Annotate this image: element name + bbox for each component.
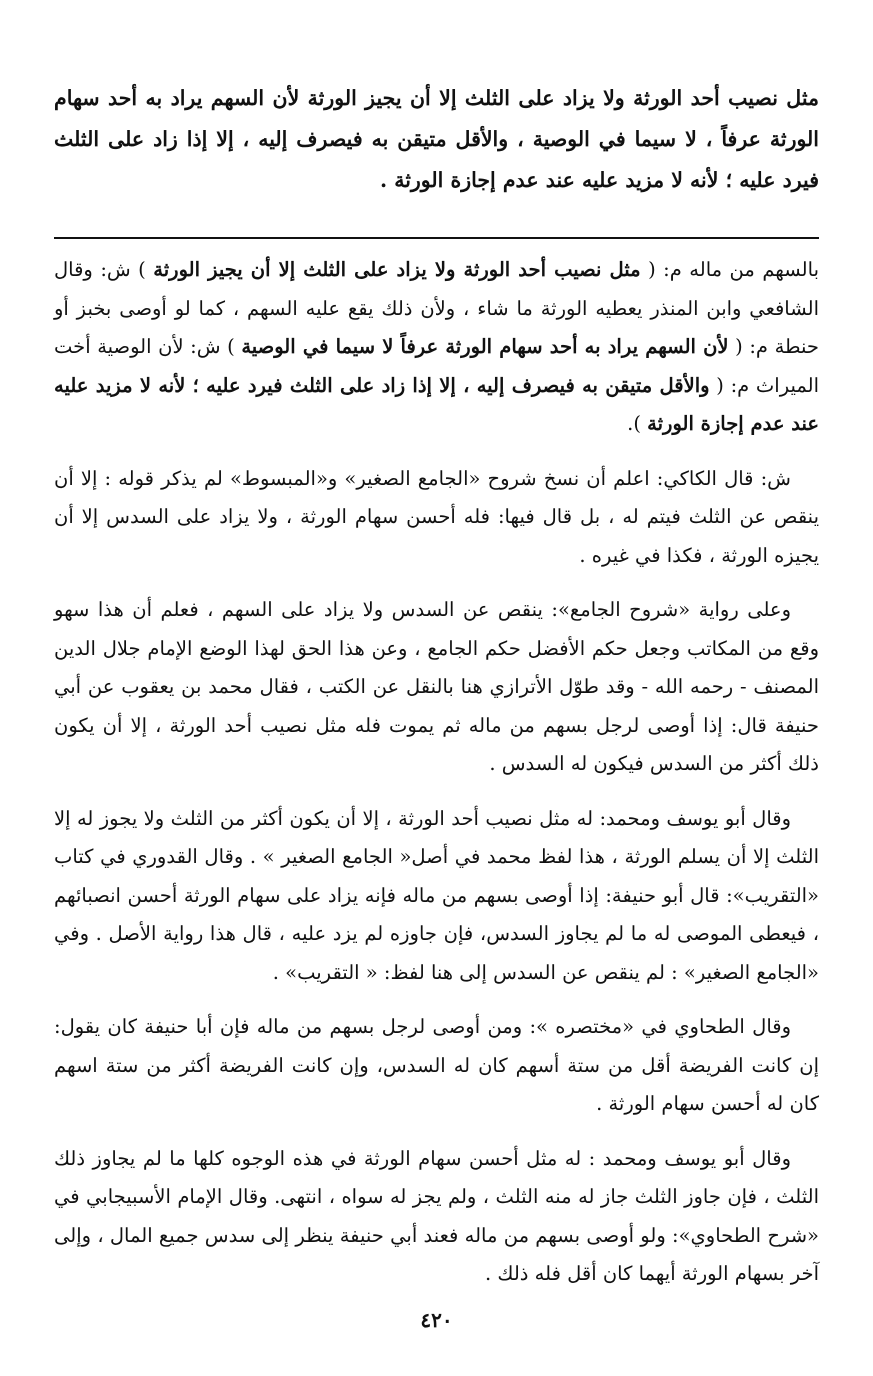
commentary <box>54 251 819 1294</box>
commentary-paragraph-2: ش: قال الكاكي: اعلم أن نسخ شروح «الجامع الصغير» و«المبسوط» لم يذكر قوله : إلا أن ينقص عن الثلث فيتم له ، بل قال فيها: فله أحسن سهام الورثة ، ولا يزاد على السدس إلا أن يجيزه الورثة ، فكذا في غيره . <box>54 466 819 567</box>
main-text: مثل نصيب أحد الورثة ولا يزاد على الثلث إلا أن يجيز الورثة لأن السهم يراد به أحد سهام الورثة عرفاً ، لا سيما في الوصية ، والأقل متيقن به فيصرف إليه ، إلا إذا زاد على الثلث فيرد عليه ؛ لأنه لا مزيد عليه عند عدم إجازة الورثة . <box>54 86 819 192</box>
commentary-paragraph-1 <box>54 251 819 444</box>
commentary-paragraph-4: وقال أبو يوسف ومحمد: له مثل نصيب أحد الورثة ، إلا أن يكون أكثر من الثلث ولا يجوز له إلا الثلث إلا أن يسلم الورثة ، هذا لفظ محمد في أصل« الجامع الصغير » . وقال القدوري في كتاب «التقريب»: قال أبو حنيفة: إذا أوصى بسهم من ماله فإنه يزاد على سهام الورثة أحسن انصبائهم ، فيعطى الموصى له ما لم يجاوز السدس، فإن جاوزه لم يزد عليه ، قال هذا رواية الأصل . وفي «الجامع الصغير» : لم ينقص عن السدس إلى هنا لفظ: « التقريب» . <box>54 806 819 984</box>
commentary-p1-quote-d: لأن السهم يراد به أحد سهام الورثة عرفاً لا سيما في الوصية <box>241 335 729 358</box>
page-number: ٤٢٠ <box>420 1308 453 1332</box>
commentary-p1-text-e: ) ش: لأن الوصية أخت الميراث م: ( <box>54 335 819 397</box>
commentary-paragraph-6: وقال أبو يوسف ومحمد : له مثل أحسن سهام الورثة في هذه الوجوه كلها ما لم يجاوز ذلك الثلث ، فإن جاوز الثلث جاز له منه الثلث ، ولم يجز له سواه ، انتهى. وقال الإمام الأسبيجابي في «شرح الطحاوي»: ولو أوصى بسهم من ماله فعند أبي حنيفة ينظر إلى سدس جميع المال ، وإلى آخر بسهام الورثة أيهما كان أقل فله ذلك . <box>54 1146 819 1285</box>
commentary-paragraph-3: وعلى رواية «شروح الجامع»: ينقص عن السدس ولا يزاد على السهم ، فعلم أن هذا سهو وقع من المكاتب وجعل حكم الأفضل حكم الجامع ، وعن هذا الحق لهذا الوضع الإمام جلال الدين المصنف - رحمه الله - وقد طوّل الأترازي هنا بالنقل عن الكتب ، فقال محمد بن يعقوب عن أبي حنيفة قال: إذا أوصى لرجل بسهم من ماله ثم يموت فله مثل نصيب أحد الورثة ، إلا أن يكون ذلك أكثر من السدس فيكون له السدس . <box>54 598 819 775</box>
commentary-paragraph-5: وقال الطحاوي في «مختصره »: ومن أوصى لرجل بسهم من ماله فإن أبا حنيفة كان يقول: إن كانت الفريضة أقل من ستة أسهم كان له السدس، وإن كانت الفريضة أكثر من ستة اسهم كان له أحسن سهام الورثة . <box>54 1015 819 1115</box>
commentary-p1-quote-b: مثل نصيب أحد الورثة ولا يزاد على الثلث إلا أن يجيز الورثة <box>153 258 641 281</box>
divider-line <box>54 237 819 239</box>
commentary-p1-text-a: بالسهم من ماله م: ( <box>640 258 819 281</box>
commentary-p1-text-g: ). <box>627 412 648 435</box>
commentary-p1-quote-f: والأقل متيقن به فيصرف إليه ، إلا إذا زاد على الثلث فيرد عليه ؛ لأنه لا مزيد عليه عند عدم إجازة الورثة <box>54 373 819 435</box>
commentary-p1-text-c: ) ش: وقال الشافعي وابن المنذر يعطيه الورثة ما شاء ، ولأن ذلك يقع عليه السهم ، كما لو أوصى بخبز أو حنطة م: ( <box>54 258 819 358</box>
